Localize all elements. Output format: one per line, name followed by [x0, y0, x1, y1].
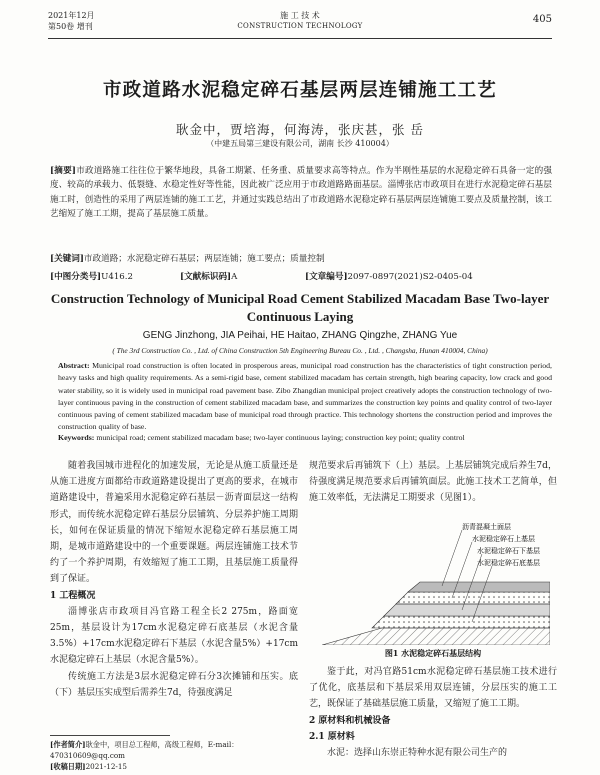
- keywords-cn-label: [关键词]: [50, 254, 84, 264]
- issue-date: 2021年12月: [48, 11, 95, 20]
- classification-row: [50, 270, 552, 282]
- body-right-column-bottom: [309, 664, 557, 761]
- label-lower-base: 水泥稳定碎石下基层: [477, 547, 540, 555]
- author-bio: 耿金中，项目总工程师，高级工程师，E-mail：470310609@qq.com: [50, 740, 239, 760]
- traditional-method-paragraph: 传统施工方法是3层水泥稳定碎石分3次摊铺和压实。底（下）基层压实成型后需养生7d，待强度满足: [50, 671, 298, 698]
- keywords-en: [58, 432, 552, 444]
- abstract-cn: [50, 164, 552, 221]
- authors-cn: 耿金中，贾培海，何海涛，张庆甚，张 岳: [176, 122, 424, 137]
- journal-en: CONSTRUCTION TECHNOLOGY: [237, 22, 363, 30]
- abstract-cn-text: 市政道路施工往往位于繁华地段，具备工期紧、任务重、质量要求高等特点。作为半刚性基层的水泥稳定碎石具备一定的强度、较高的承载力、低裂缝、水稳定性好等性能，因此被广泛应用于市政道路路面基层。淄博张店市政项目在进行水泥稳定碎石基层施工时，创造性的采用了两层连铺的施工工艺，并通过实践总结出了市政道路水泥稳定碎石基层两层连铺施工要点及质量控制，该工艺缩短了施工工期，提高了基层施工质量。: [50, 166, 552, 219]
- abstract-cn-label: [摘要]: [50, 166, 76, 176]
- section-2-1-heading: 2.1 原材料: [309, 731, 355, 742]
- optimization-paragraph: 鉴于此，对冯官路51cm水泥稳定碎石基层施工技术进行了优化，底基层和下基层采用双层连铺，分层压实的施工工艺，既保证了基础基层施工质量，又缩短了施工工期。: [309, 667, 557, 710]
- body-right-column-top: [309, 458, 557, 507]
- header-rule: [48, 38, 552, 39]
- received-date: 2021-12-15: [85, 762, 128, 771]
- keywords-cn-text: 市政道路；水泥稳定碎石基层；两层连铺；施工要点；质量控制: [83, 254, 325, 264]
- keywords-en-text: municipal road; cement stabilized macadam base; two-layer continuous laying; construction key point; quality control: [96, 433, 465, 442]
- keywords-en-label: Keywords:: [58, 433, 95, 442]
- author-bio-label: [作者简介]: [50, 740, 86, 749]
- title-cn: 市政道路水泥稳定碎石基层两层连铺施工工艺: [102, 80, 497, 101]
- journal-name: [220, 10, 380, 32]
- section-2-heading: 2 原材料和机械设备: [309, 715, 391, 726]
- volume: 第50卷 增刊: [48, 22, 93, 31]
- subgrade-shape: [322, 628, 550, 645]
- label-subbase: 水泥稳定碎石底基层: [477, 559, 540, 567]
- section-1-heading: 1 工程概况: [50, 590, 96, 601]
- keywords-cn: [50, 252, 552, 266]
- issue-info: [48, 10, 95, 32]
- label-asphalt: 沥青混凝土面层: [462, 523, 511, 531]
- abstract-en-label: Abstract:: [58, 361, 90, 370]
- abstract-en: [58, 360, 552, 434]
- footnote-rule: [50, 735, 170, 736]
- layer-asphalt-shape: [408, 582, 550, 592]
- figure-base-structure: [322, 520, 550, 645]
- layer-upper-base-shape: [396, 592, 550, 604]
- footnotes: [50, 739, 300, 772]
- article-no-value: 2097-0897(2021)S2-0405-04: [347, 272, 473, 282]
- affiliation-cn: （中建五局第三建设有限公司，湖南 长沙 410004）: [206, 139, 394, 148]
- abstract-en-text: Municipal road construction is often located in prosperous areas, municipal road construction has the characteristics of tight construction period, heavy tasks and high quality requirements. As a semi-rigid base, cement stabilized macadam has certain strength, high bearing capacity, low crack and good water stability, so it is widely used in municipal road pavement base. Zibo Zhangdian municipal project creatively adopts the construction technology of two-layer continuous paving in the construction of cement stabilized macadam base, and summarizes the construction key points and quality control of two-layer continuous paving of cement stabilized macadam base of municipal road through practice. This technology shortens the construction period and improves the construction quality of base.: [58, 361, 552, 432]
- label-upper-base: 水泥稳定碎石上基层: [472, 535, 535, 543]
- layer-lower-base-shape: [384, 604, 550, 616]
- body-left-column: [50, 458, 298, 701]
- page-number: 405: [532, 14, 552, 25]
- title-en: Construction Technology of Municipal Road Cement Stabilized Macadam Base Two-layer Continuous Laying: [50, 291, 550, 324]
- authors-en: GENG Jinzhong, JIA Peihai, HE Haitao, ZHANG Qingzhe, ZHANG Yue: [142, 330, 458, 341]
- article-no-label: [文章编号]: [305, 272, 348, 282]
- doc-code-label: [文献标识码]: [180, 272, 232, 282]
- figure-caption: 图1 水泥稳定碎石基层结构: [384, 648, 482, 658]
- layer-subbase-shape: [372, 616, 550, 628]
- journal-cn: 施 工 技 术: [280, 11, 320, 20]
- received-label: [收稿日期]: [50, 762, 86, 771]
- affiliation-en: ( The 3rd Construction Co. , Ltd. of China Construction 5th Engineering Bureau Co. , Ltd. , Changsha, Hunan 410004, China): [112, 346, 488, 355]
- project-paragraph: 淄博张店市政项目冯官路工程全长2 275m，路面宽25m，基层设计为17cm水泥稳定碎石底基层（水泥含量3.5%）+17cm水泥稳定碎石下基层（水泥含量5%）+17cm水泥稳定碎石上基层（水泥含量5%）。: [50, 606, 298, 666]
- doc-code-value: A: [231, 272, 238, 282]
- intro-paragraph: 随着我国城市进程化的加速发展，无论是从施工质量还是从施工进度方面都给市政道路建设提出了更高的要求，在城市道路建设中，普遍采用水泥稳定碎石基层－沥青面层这一结构形式，而传统水泥稳定碎石基层分层铺筑、分层养护施工周期长，如何在保证质量的情况下缩短水泥稳定碎石基层施工周期，是城市道路建设中的一个重要课题。两层连铺施工技术节约了一个养护周期，有效缩短了施工工期，且基层施工质量得到了保证。: [50, 461, 298, 585]
- clc-value: U416.2: [101, 272, 133, 282]
- continuation-paragraph: 规范要求后再铺筑下（上）基层。上基层铺筑完成后养生7d，待强度满足规范要求后再铺筑面层。此施工技术工艺简单，但施工效率低，无法满足工期要求（见图1）。: [309, 461, 557, 504]
- clc-label: [中图分类号]: [50, 272, 102, 282]
- cement-paragraph: 水泥：选择山东崇正特种水泥有限公司生产的: [327, 748, 508, 759]
